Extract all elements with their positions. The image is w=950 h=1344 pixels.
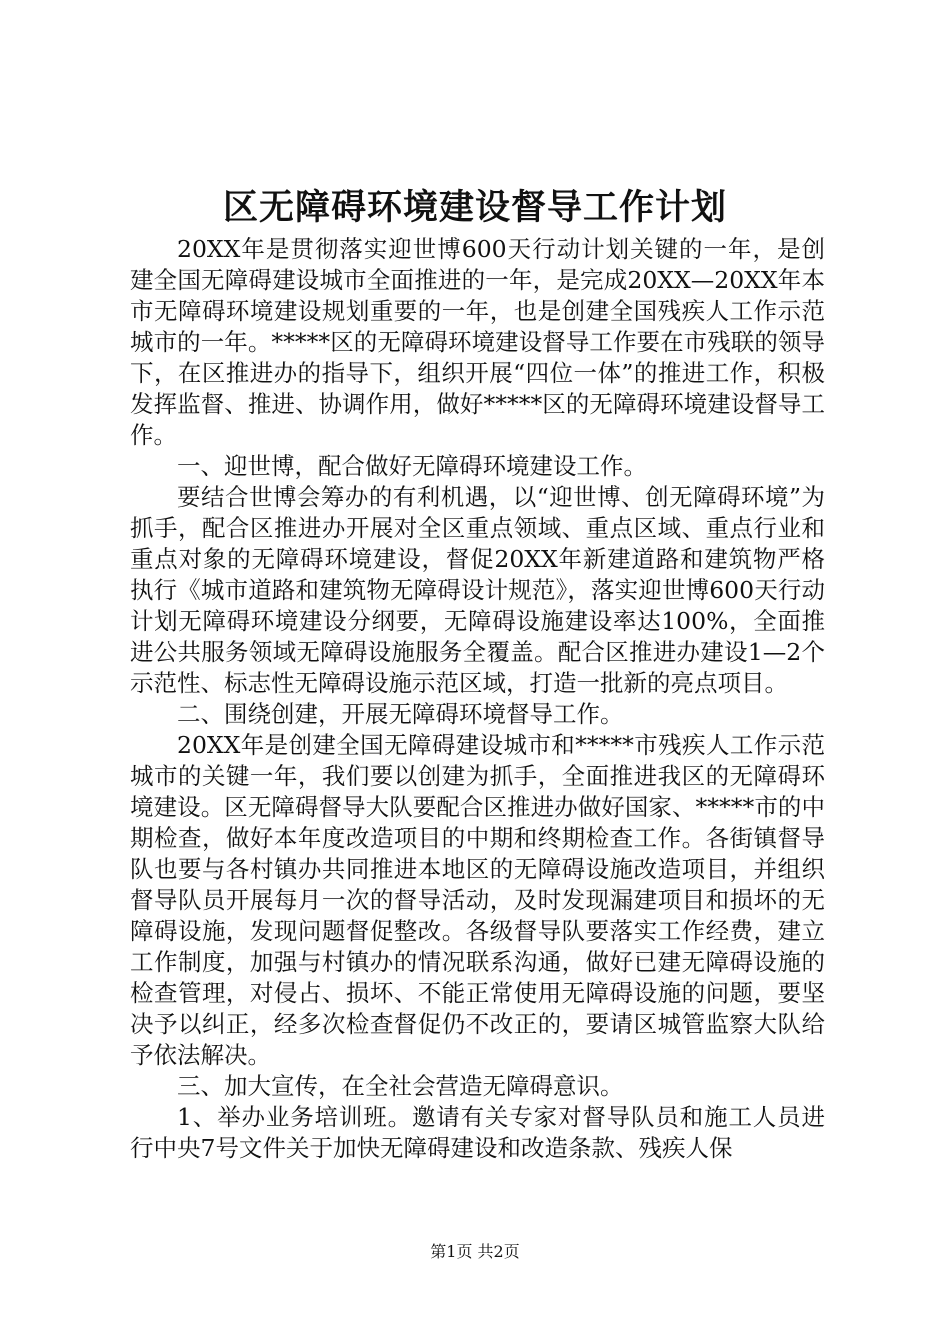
intro-paragraph: 20XX年是贯彻落实迎世博600天行动计划关键的一年，是创建全国无障碍建设城市全面推进的一年，是完成20XX—20XX年本市无障碍环境建设规划重要的一年，也是创建全国残疾人工作示范城市的一年。*****区的无障碍环境建设督导工作要在市残联的领导下，在区推进办的指导下，组织开展“四位一体”的推进工作，积极发挥监督、推进、协调作用，做好*****区的无障碍环境建设督导工作。 <box>130 235 825 449</box>
document-body <box>130 234 825 1164</box>
section-3-item-1: 1、举办业务培训班。邀请有关专家对督导队员和施工人员进行中央7号文件关于加快无障碍建设和改造条款、残疾人保 <box>130 1103 825 1162</box>
section-2-paragraph: 20XX年是创建全国无障碍建设城市和*****市残疾人工作示范城市的关键一年，我们要以创建为抓手，全面推进我区的无障碍环境建设。区无障碍督导大队要配合区推进办做好国家、*****市的中期检查，做好本年度改造项目的中期和终期检查工作。各街镇督导队也要与各村镇办共同推进本地区的无障碍设施改造项目，并组织督导队员开展每月一次的督导活动，及时发现漏建项目和损坏的无障碍设施，发现问题督促整改。各级督导队要落实工作经费，建立工作制度，加强与村镇办的情况联系沟通，做好已建无障碍设施的检查管理，对侵占、损坏、不能正常使用无障碍设施的问题，要坚决予以纠正，经多次检查督促仍不改正的，要请区城管监察大队给予依法解决。 <box>130 731 825 1069</box>
section-2-heading: 二、围绕创建，开展无障碍环境督导工作。 <box>177 700 624 728</box>
section-3-heading: 三、加大宣传，在全社会营造无障碍意识。 <box>177 1072 624 1100</box>
page-footer: 第1页 共2页 <box>430 1242 520 1261</box>
section-1-paragraph: 要结合世博会筹办的有利机遇，以“迎世博、创无障碍环境”为抓手，配合区推进办开展对全区重点领域、重点区域、重点行业和重点对象的无障碍环境建设，督促20XX年新建道路和建筑物严格执行《城市道路和建筑物无障碍设计规范》，落实迎世博600天行动计划无障碍环境建设分纲要，无障碍设施建设率达100%，全面推进公共服务领域无障碍设施服务全覆盖。配合区推进办建设1—2个示范性、标志性无障碍设施示范区域，打造一批新的亮点项目。 <box>130 483 825 697</box>
section-1-heading: 一、迎世博，配合做好无障碍环境建设工作。 <box>177 452 647 480</box>
document-title: 区无障碍环境建设督导工作计划 <box>222 187 727 228</box>
